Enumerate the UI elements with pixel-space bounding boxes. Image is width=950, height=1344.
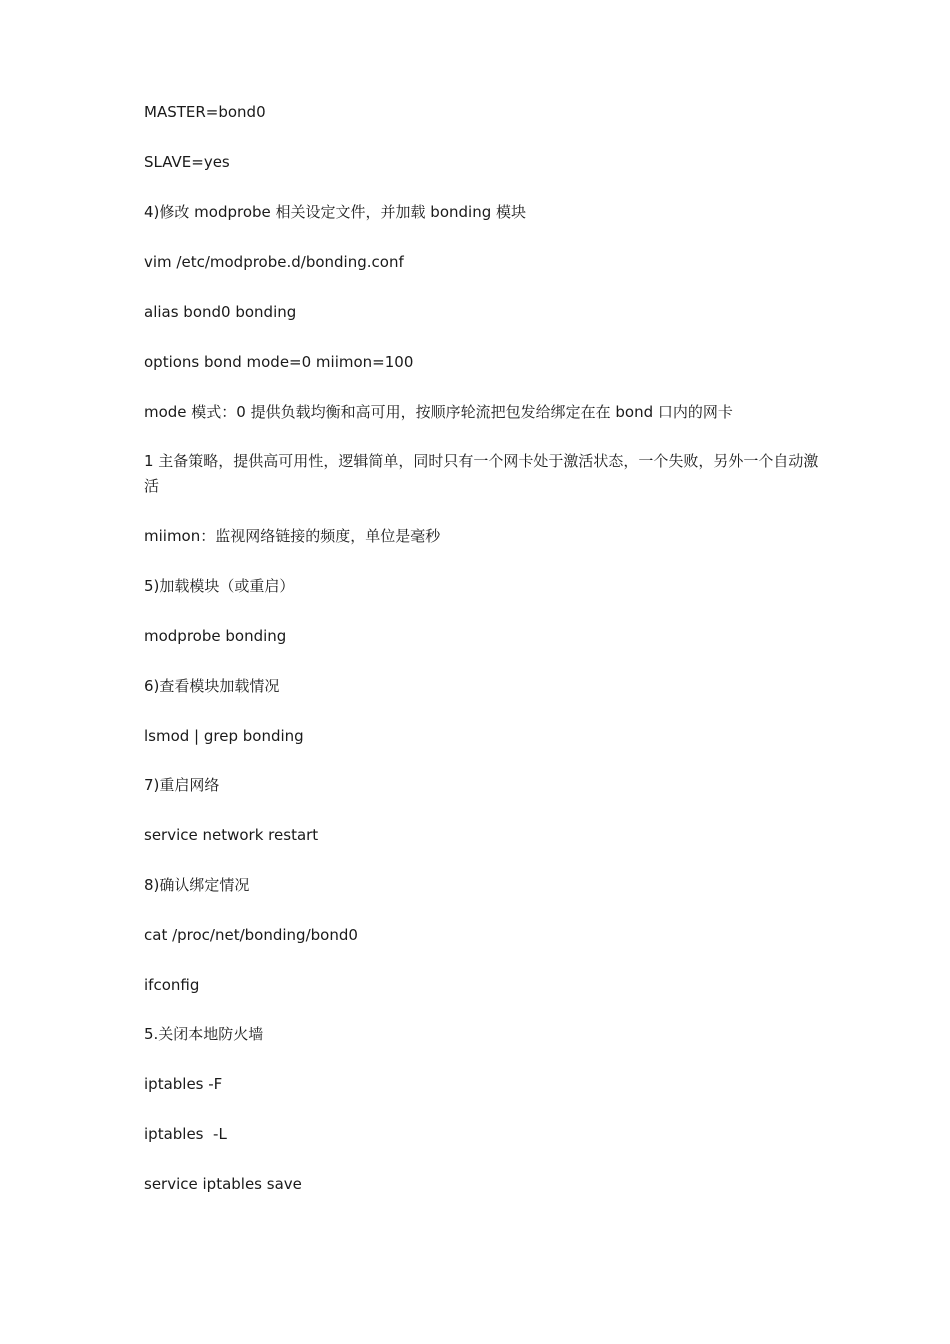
step-heading: 8)确认绑定情况 [144,876,250,894]
command-line: vim /etc/modprobe.d/bonding.conf [144,253,404,271]
step-heading: 7)重启网络 [144,776,220,794]
step-heading: 6)查看模块加载情况 [144,677,280,695]
command-line: modprobe bonding [144,627,287,645]
command-line: cat /proc/net/bonding/bond0 [144,926,358,944]
command-line: service iptables save [144,1175,302,1193]
explanation-line: miimon：监视网络链接的频度，单位是毫秒 [144,527,441,545]
text-line: MASTER=bond0 [144,103,266,121]
command-line: service network restart [144,826,319,844]
command-line: lsmod | grep bonding [144,727,304,745]
command-line: ifconfig [144,976,200,994]
config-line: options bond mode=0 miimon=100 [144,353,414,371]
step-heading: 4)修改 modprobe 相关设定文件，并加载 bonding 模块 [144,203,526,221]
command-line: iptables -F [144,1075,223,1093]
config-line: alias bond0 bonding [144,303,297,321]
section-heading: 5.关闭本地防火墙 [144,1025,264,1043]
explanation-line: mode 模式：0 提供负载均衡和高可用，按顺序轮流把包发给绑定在在 bond 口内的网卡 [144,403,733,421]
step-heading: 5)加载模块（或重启） [144,577,295,595]
text-line: SLAVE=yes [144,153,230,171]
explanation-line: 1 主备策略，提供高可用性，逻辑简单，同时只有一个网卡处于激活状态，一个失败，另外一个自动激活 [144,452,819,495]
command-line: iptables -L [144,1125,227,1143]
